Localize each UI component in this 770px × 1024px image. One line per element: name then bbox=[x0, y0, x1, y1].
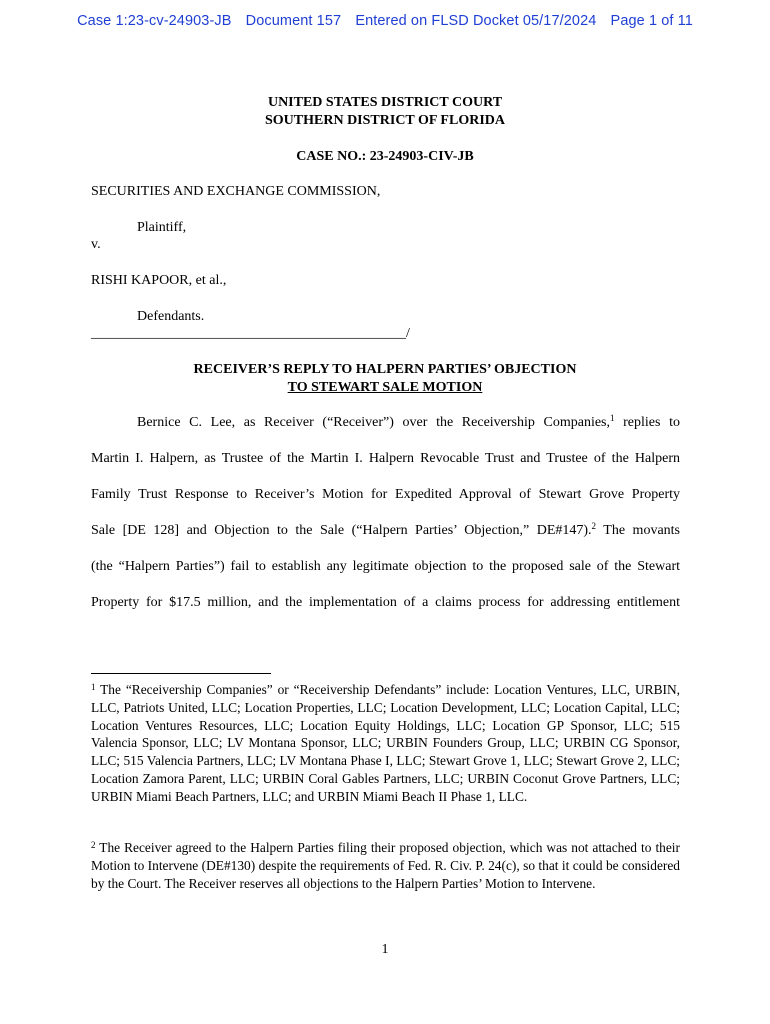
defendant-name: RISHI KAPOOR, et al., bbox=[91, 273, 227, 288]
document-number: Document 157 bbox=[245, 13, 342, 29]
page-number: 1 bbox=[381, 942, 389, 957]
court-district: SOUTHERN DISTRICT OF FLORIDA bbox=[265, 113, 505, 128]
body-line-3: Family Trust Response to Receiver’s Motion for Expedited Approval of Stewart Grove Property bbox=[91, 487, 680, 502]
body-line-6: Property for $17.5 million, and the implementation of a claims process for addressing entitlement bbox=[91, 595, 680, 610]
body-line-2: Martin I. Halpern, as Trustee of the Martin I. Halpern Revocable Trust and Trustee of the Halpern bbox=[91, 451, 680, 466]
footnote-separator bbox=[91, 673, 271, 674]
body-line-4: Sale [DE 128] and Objection to the Sale (“Halpern Parties’ Objection,” DE#147).$^2$ The movants bbox=[91, 521, 680, 538]
entered-date: Entered on FLSD Docket 05/17/2024 bbox=[355, 13, 597, 29]
body-line-1: Bernice C. Lee, as Receiver (“Receiver”) over the Receivership Companies,$^1$ replies to bbox=[137, 413, 680, 430]
case-number: Case 1:23-cv-24903-JB bbox=[77, 13, 232, 29]
body-line-5: (the “Halpern Parties”) fail to establish any legitimate objection to the proposed sale of the Stewart bbox=[91, 559, 680, 574]
page-count: Page 1 of 11 bbox=[610, 13, 693, 29]
motion-title-line1: RECEIVER’S REPLY TO HALPERN PARTIES’ OBJECTION bbox=[193, 362, 577, 377]
footnote-ref-1[interactable]: 1 bbox=[610, 413, 615, 423]
defendant-role: Defendants. bbox=[137, 309, 205, 324]
plaintiff-name: SECURITIES AND EXCHANGE COMMISSION, bbox=[91, 184, 381, 199]
footnote-1: $^1$ The “Receivership Companies” or “Receivership Defendants” include: Location Ventures, LLC, URBIN, LLC, Patriots United, LLC; Location Properties, LLC; Location Development, LLC; Location Capital, LLC; Location Ventures Resources, LLC; Location Equity Holdings, LLC; Location GP Sponsor, LLC; 515 Valencia Sponsor, LLC; LV Montana Sponsor, LLC; URBIN Founders Group, LLC; URBIN CG Sponsor, LLC; 515 Valencia Partners, LLC; LV Montana Phase I, LLC; Stewart Grove 1, LLC; Stewart Grove 2, LLC; Location Zamora Parent, LLC; URBIN Coral Gables Partners, LLC; URBIN Coconut Grove Partners, LLC; URBIN Miami Beach Partners, LLC; and URBIN Miami Beach II Phase 1, LLC. bbox=[91, 682, 680, 804]
caption-divider: _____________________________________________/ bbox=[91, 326, 410, 341]
docket-header bbox=[0, 13, 770, 29]
versus: v. bbox=[91, 237, 101, 252]
court-name: UNITED STATES DISTRICT COURT bbox=[267, 95, 503, 110]
footnote-2-mark: 2 bbox=[91, 840, 96, 850]
motion-title-line2: TO STEWART SALE MOTION bbox=[287, 380, 483, 395]
footnote-2: $^2$ The Receiver agreed to the Halpern Parties filing their proposed objection, which was not attached to their Motion to Intervene (DE#130) despite the requirements of Fed. R. Civ. P. 24(c), so that it could be considered by the Court. The Receiver reserves all objections to the Halpern Parties’ Motion to Intervene. bbox=[91, 840, 680, 891]
case-no: CASE NO.: 23-24903-CIV-JB bbox=[296, 149, 474, 164]
footnote-1-mark: 1 bbox=[91, 682, 96, 692]
footnote-ref-2[interactable]: 2 bbox=[591, 521, 597, 531]
plaintiff-role: Plaintiff, bbox=[137, 220, 187, 235]
